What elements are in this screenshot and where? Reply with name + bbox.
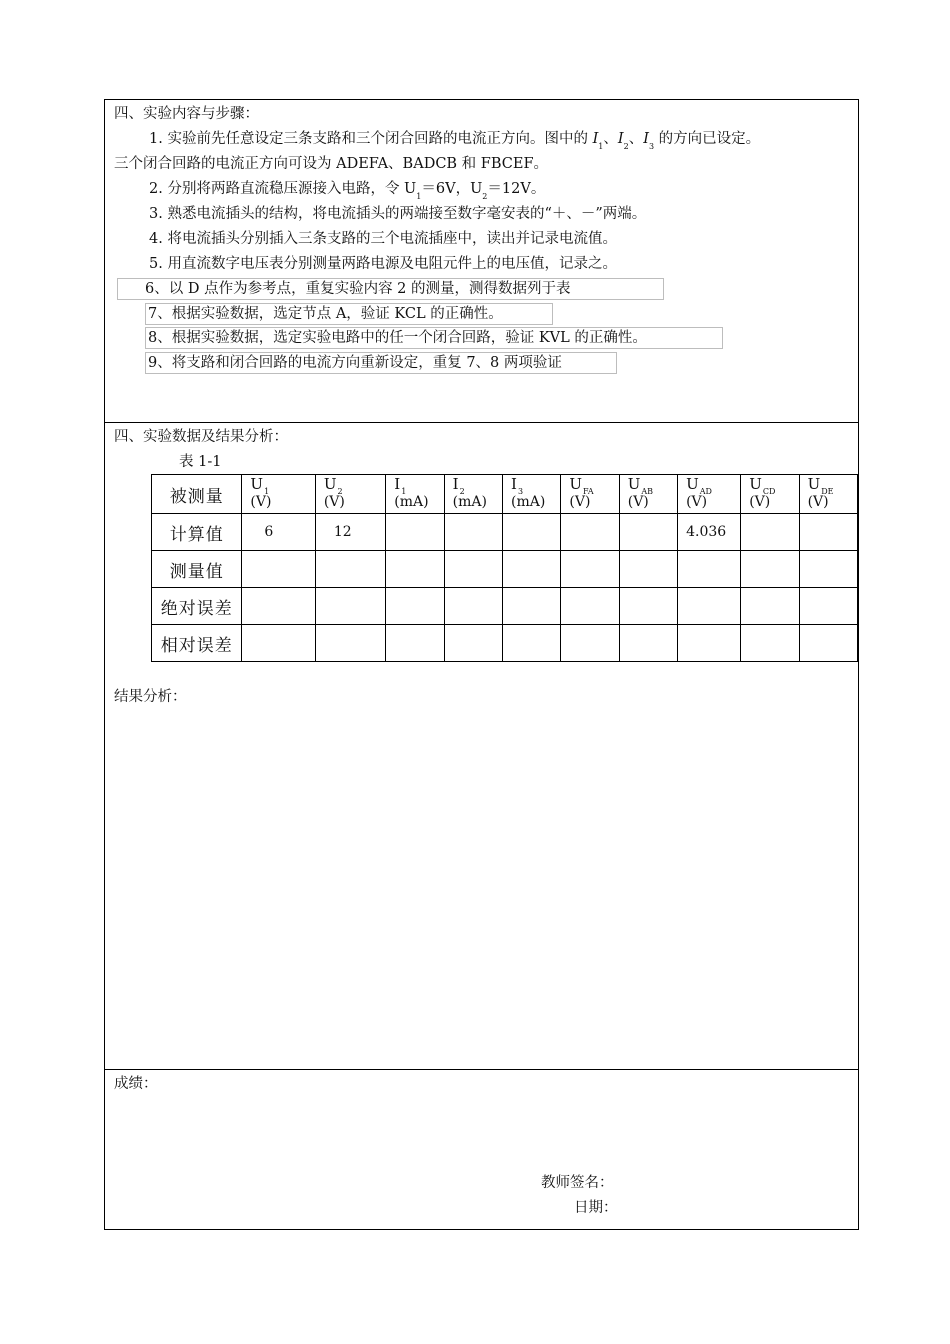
column-header-i2: $I_2$ (mA) bbox=[444, 475, 502, 514]
step-1-text-b: 的方向已设定。 bbox=[658, 131, 761, 147]
table-cell[interactable] bbox=[386, 551, 444, 588]
table-cell[interactable] bbox=[741, 625, 799, 662]
table-cell[interactable] bbox=[315, 625, 385, 662]
step-9: 9、将支路和闭合回路的电流方向重新设定，重复 7、8 两项验证 bbox=[145, 352, 617, 374]
table-cell[interactable] bbox=[444, 625, 502, 662]
table-row-absolute-error bbox=[152, 588, 858, 625]
separator: 、 bbox=[628, 131, 644, 147]
column-header-u1: $U_1$ (V) bbox=[242, 475, 315, 514]
step-2-text-a: 2. 分别将两路直流稳压源接入电路，令 U bbox=[149, 181, 417, 197]
table-cell[interactable] bbox=[315, 551, 385, 588]
table-cell[interactable] bbox=[444, 551, 502, 588]
table-cell[interactable] bbox=[444, 514, 502, 551]
step-1-line bbox=[149, 129, 760, 151]
current-subscript-3: 3 bbox=[648, 142, 655, 151]
row-label: 测量值 bbox=[152, 551, 242, 588]
table-cell[interactable] bbox=[561, 625, 619, 662]
table-caption: 表 1-1 bbox=[179, 454, 222, 470]
section-divider bbox=[105, 1069, 858, 1070]
table-cell[interactable] bbox=[741, 588, 799, 625]
section-divider bbox=[105, 422, 858, 423]
table-cell[interactable] bbox=[741, 514, 799, 551]
column-header-ufa: $U_{FA}$ (V) bbox=[561, 475, 619, 514]
step-8: 8、根据实验数据，选定实验电路中的任一个闭合回路，验证 KVL 的正确性。 bbox=[145, 327, 723, 349]
table-cell[interactable] bbox=[561, 514, 619, 551]
table-cell[interactable] bbox=[741, 551, 799, 588]
table-cell[interactable] bbox=[619, 625, 677, 662]
current-subscript-2: 2 bbox=[623, 142, 629, 151]
step-1-text-a: 1. 实验前先任意设定三条支路和三个闭合回路的电流正方向。图中的 bbox=[149, 131, 588, 147]
row-label: 相对误差 bbox=[152, 625, 242, 662]
table-cell[interactable] bbox=[678, 551, 741, 588]
table-cell[interactable] bbox=[678, 625, 741, 662]
step-6: 6、以 D 点作为参考点，重复实验内容 2 的测量，测得数据列于表 bbox=[117, 278, 664, 300]
table-cell[interactable] bbox=[799, 625, 857, 662]
column-header-i3: $I_3$ (mA) bbox=[503, 475, 561, 514]
column-header-u2: $U_2$ (V) bbox=[315, 475, 385, 514]
measurement-table bbox=[151, 474, 858, 662]
current-subscript-1: 1 bbox=[598, 142, 604, 151]
table-cell[interactable] bbox=[503, 551, 561, 588]
table-cell[interactable] bbox=[503, 588, 561, 625]
table-cell[interactable] bbox=[503, 514, 561, 551]
data-heading: 四、实验数据及结果分析： bbox=[114, 429, 288, 445]
table-cell[interactable]: 4.036 bbox=[678, 514, 741, 551]
current-symbol-i2: I bbox=[617, 131, 624, 147]
table-cell[interactable] bbox=[444, 588, 502, 625]
step-3: 3. 熟悉电流插头的结构，将电流插头的两端接至数字毫安表的“＋、－”两端。 bbox=[149, 206, 647, 222]
table-cell[interactable] bbox=[386, 588, 444, 625]
column-header-uab: $U_{AB}$ (V) bbox=[619, 475, 677, 514]
step-7: 7、根据实验数据，选定节点 A，验证 KCL 的正确性。 bbox=[145, 303, 553, 325]
table-cell[interactable] bbox=[619, 551, 677, 588]
step-2-line bbox=[149, 179, 545, 201]
table-header-row bbox=[152, 475, 858, 514]
table-row-relative-error bbox=[152, 625, 858, 662]
current-symbol-i3: I bbox=[643, 131, 649, 147]
table-cell[interactable] bbox=[619, 588, 677, 625]
row-label: 绝对误差 bbox=[152, 588, 242, 625]
column-header-ucd: $U_{CD}$ (V) bbox=[741, 475, 799, 514]
step-1-continuation: 三个闭合回路的电流正方向可设为 ADEFA、BADCB 和 FBCEF。 bbox=[114, 156, 549, 172]
table-cell[interactable] bbox=[315, 588, 385, 625]
voltage-subscript-1: 1 bbox=[416, 192, 422, 201]
column-header-ude: $U_{DE}$ (V) bbox=[799, 475, 857, 514]
step-2-text-c: ＝12V。 bbox=[487, 181, 546, 197]
table-cell[interactable] bbox=[242, 625, 315, 662]
table-cell[interactable] bbox=[799, 551, 857, 588]
table-cell[interactable]: 6 bbox=[242, 514, 315, 551]
grade-label: 成绩： bbox=[114, 1076, 158, 1092]
voltage-subscript-2: 2 bbox=[482, 192, 488, 201]
step-4: 4. 将电流插头分别插入三条支路的三个电流插座中，读出并记录电流值。 bbox=[149, 231, 617, 247]
table-cell[interactable] bbox=[561, 588, 619, 625]
table-cell[interactable] bbox=[242, 588, 315, 625]
corner-header: 被测量 bbox=[152, 475, 242, 514]
report-frame bbox=[104, 99, 859, 1230]
table-cell[interactable] bbox=[799, 588, 857, 625]
date-label: 日期： bbox=[574, 1200, 618, 1216]
separator: 、 bbox=[603, 131, 618, 147]
table-cell[interactable] bbox=[561, 551, 619, 588]
row-label: 计算值 bbox=[152, 514, 242, 551]
teacher-signature-label: 教师签名： bbox=[541, 1175, 614, 1191]
table-cell[interactable] bbox=[386, 625, 444, 662]
table-cell[interactable] bbox=[678, 588, 741, 625]
table-cell[interactable] bbox=[503, 625, 561, 662]
analysis-label: 结果分析： bbox=[114, 689, 187, 705]
table-row-measured bbox=[152, 551, 858, 588]
table-cell[interactable]: 12 bbox=[315, 514, 385, 551]
steps-heading: 四、实验内容与步骤： bbox=[114, 106, 259, 122]
table-cell[interactable] bbox=[619, 514, 677, 551]
table-row-calculated bbox=[152, 514, 858, 551]
table-cell[interactable] bbox=[386, 514, 444, 551]
current-symbol-i1: I bbox=[592, 131, 599, 147]
table-cell[interactable] bbox=[799, 514, 857, 551]
step-5: 5. 用直流数字电压表分别测量两路电源及电阻元件上的电压值，记录之。 bbox=[149, 256, 617, 272]
step-2-text-b: ＝6V，U bbox=[421, 181, 483, 197]
column-header-i1: $I_1$ (mA) bbox=[386, 475, 444, 514]
column-header-uad: $U_{AD}$ (V) bbox=[678, 475, 741, 514]
table-cell[interactable] bbox=[242, 551, 315, 588]
